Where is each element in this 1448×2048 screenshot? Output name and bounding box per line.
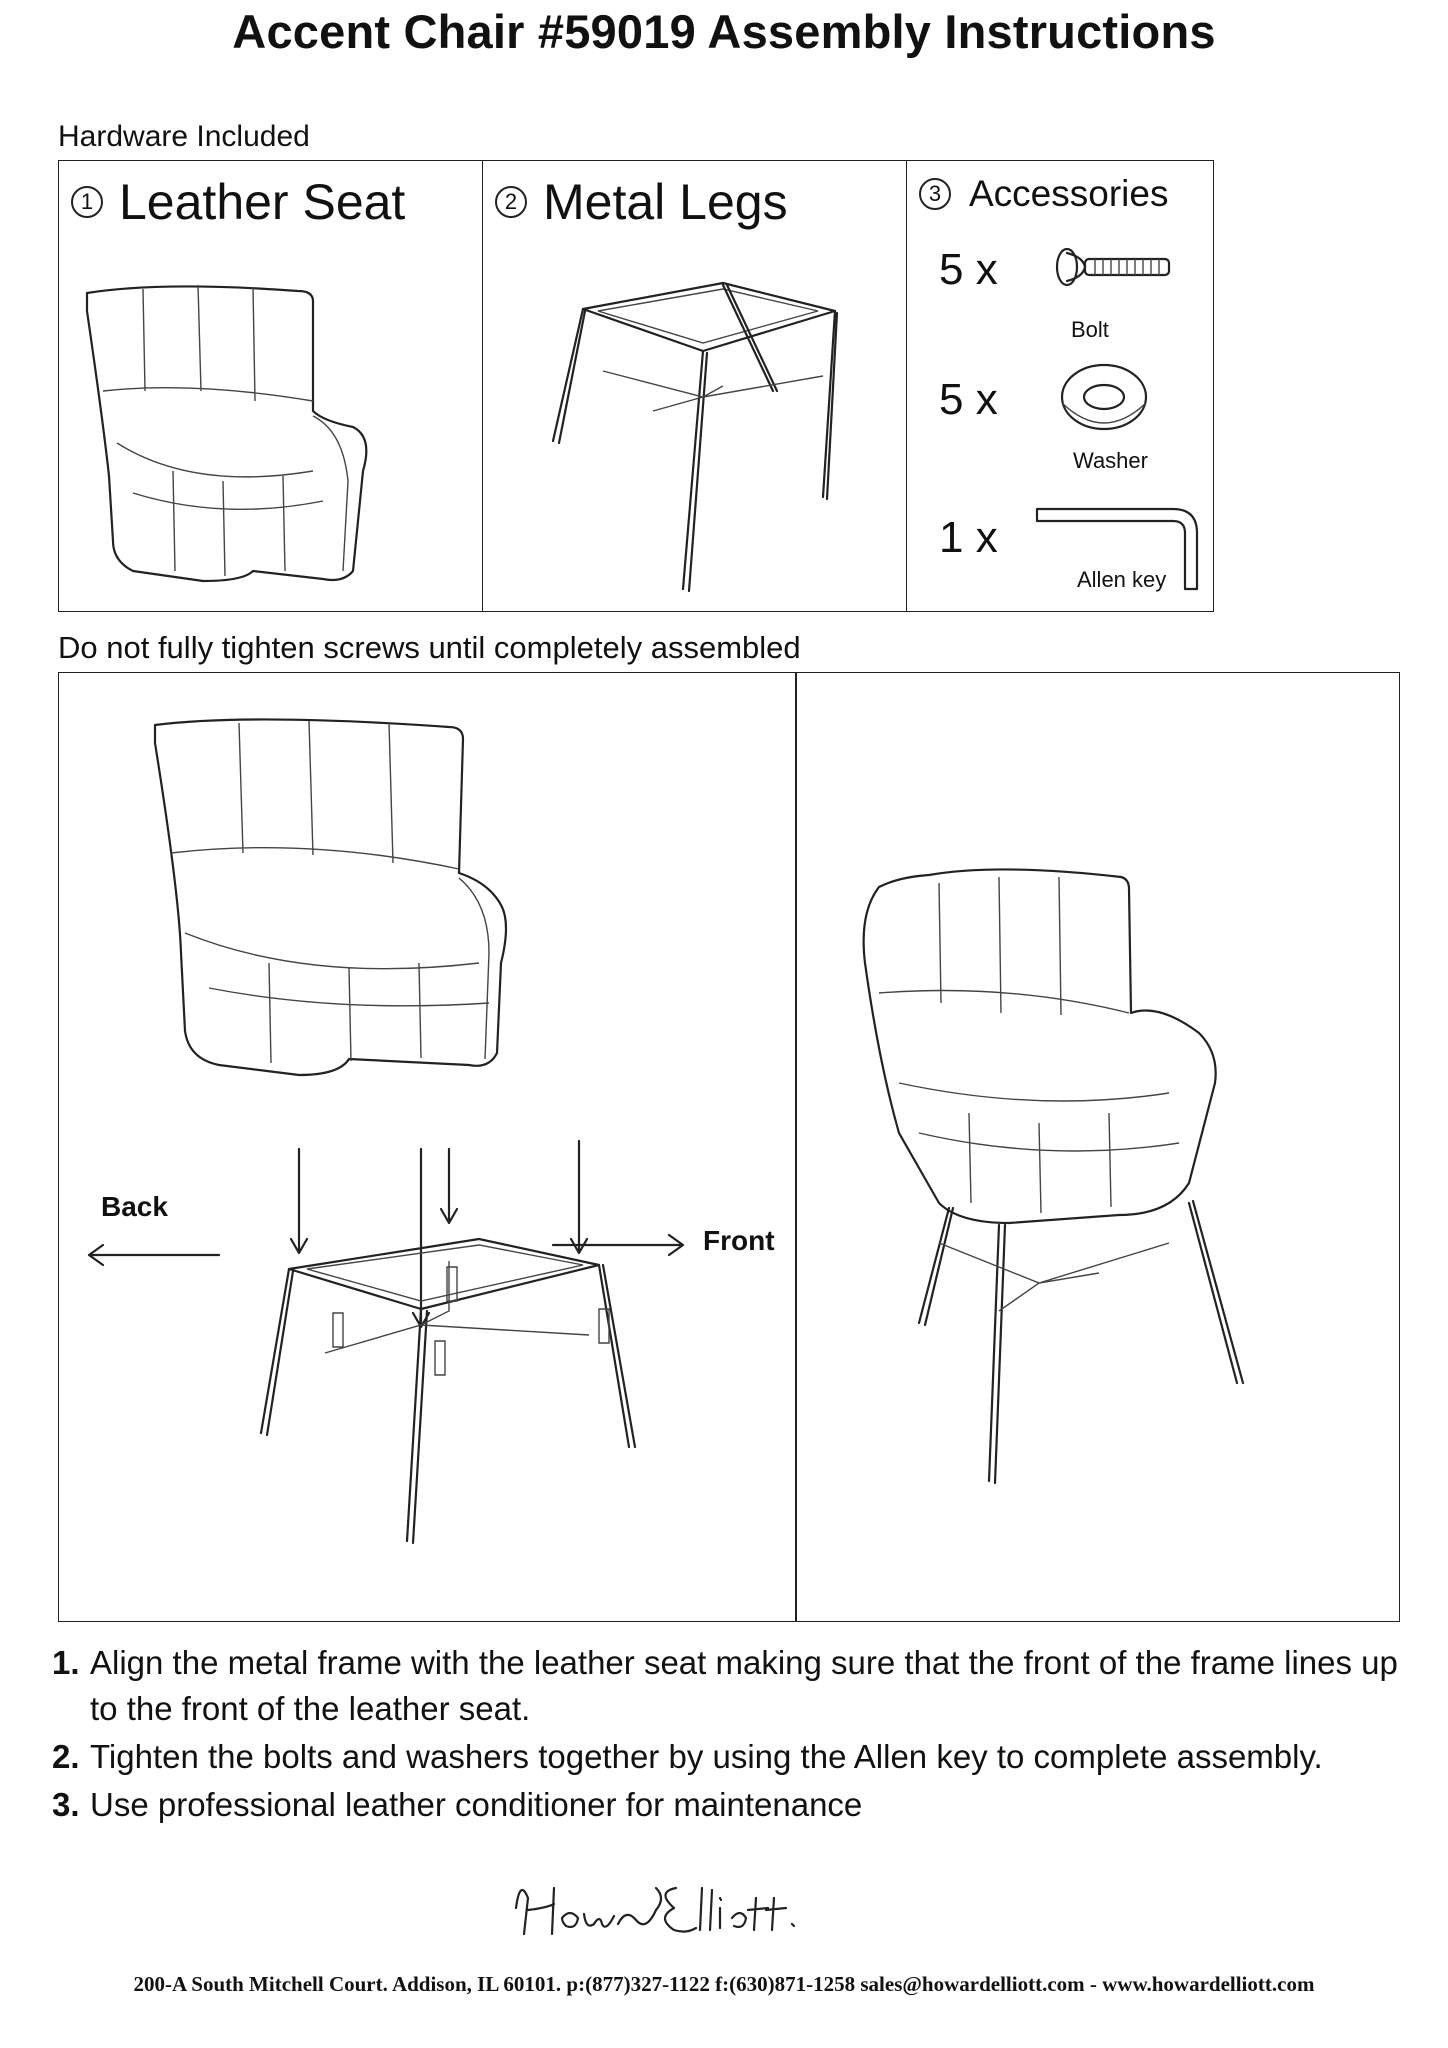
part-number-3: 3: [919, 178, 951, 210]
back-arrow-icon: [85, 1235, 245, 1275]
assembly-steps: [52, 1640, 1422, 1830]
washer-icon: [1059, 363, 1149, 439]
step-2: [52, 1734, 1422, 1780]
tighten-warning: Do not fully tighten screws until completely assembled: [58, 630, 801, 665]
bolt-icon: [1055, 247, 1175, 287]
step-3-text: Use professional leather conditioner for maintenance: [90, 1786, 863, 1823]
part-cell-metal-legs: [483, 161, 907, 611]
step-2-text: Tighten the bolts and washers together by using the Allen key to complete assembly.: [90, 1738, 1323, 1775]
metal-legs-illustration: [523, 271, 883, 601]
washer-label: Washer: [1073, 448, 1148, 473]
step-1: [52, 1640, 1422, 1732]
bolt-qty: 5 x: [939, 245, 998, 294]
leather-seat-illustration: [73, 271, 473, 611]
part-number-2: 2: [495, 186, 527, 218]
bolt-label: Bolt: [1071, 317, 1109, 342]
assembled-chair-illustration: [859, 863, 1379, 1523]
back-label: Back: [101, 1191, 168, 1222]
step-2-number: 2.: [52, 1738, 80, 1775]
howard-elliott-signature-logo: [506, 1868, 866, 1948]
page-title: Accent Chair #59019 Assembly Instructions: [232, 5, 1216, 58]
exploded-view-illustration: [149, 713, 699, 1593]
diagram-divider: [795, 673, 797, 1621]
front-arrow-icon: [549, 1225, 699, 1265]
hardware-label: Hardware Included: [58, 120, 310, 153]
part-name-leather-seat: Leather Seat: [119, 174, 406, 230]
assembly-diagram-box: [58, 672, 1400, 1622]
allen-key-label: Allen key: [1077, 567, 1167, 592]
part-cell-leather-seat: [59, 161, 483, 611]
front-label: Front: [703, 1225, 775, 1256]
part-name-metal-legs: Metal Legs: [543, 174, 788, 230]
washer-qty: 5 x: [939, 375, 998, 424]
step-1-text: Align the metal frame with the leather seat making sure that the front of the frame lines up to the front of the leather seat.: [90, 1644, 1398, 1727]
part-cell-accessories: [907, 161, 1213, 611]
allen-key-qty: 1 x: [939, 513, 998, 562]
step-1-number: 1.: [52, 1644, 80, 1681]
company-footer: 200-A South Mitchell Court. Addison, IL 60101. p:(877)327-1122 f:(630)871-1258 sales@howardelliott.com - www.howardelliott.com: [133, 1972, 1315, 1996]
hardware-table: [58, 160, 1214, 612]
step-3-number: 3.: [52, 1786, 80, 1823]
part-name-accessories: Accessories: [969, 173, 1169, 214]
part-number-1: 1: [71, 186, 103, 218]
step-3: [52, 1782, 1422, 1828]
